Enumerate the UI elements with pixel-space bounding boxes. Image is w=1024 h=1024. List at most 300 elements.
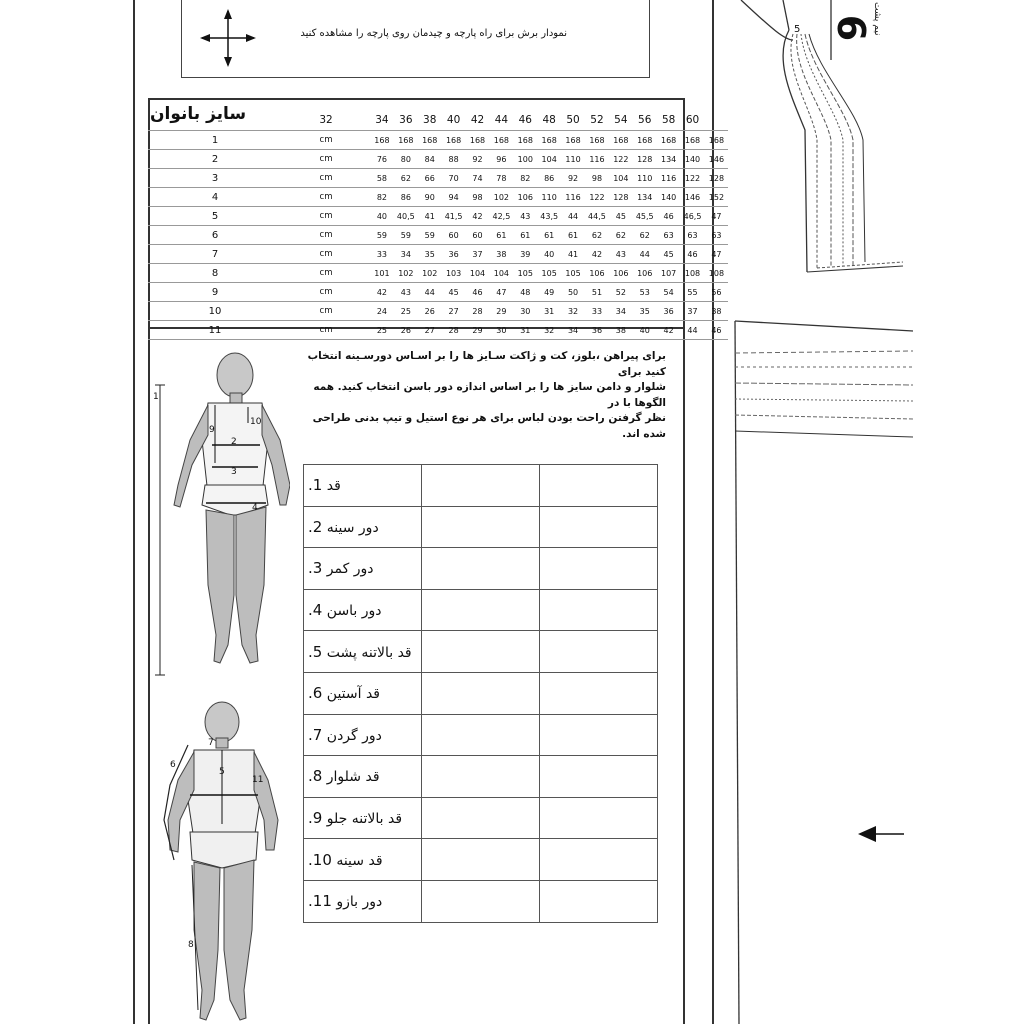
size-value-cell: 101: [370, 264, 394, 283]
four-way-arrow-icon: [198, 7, 258, 69]
unit-cell: cm: [282, 245, 370, 264]
figure-label-10: 10: [250, 417, 262, 427]
measurement-row: [304, 631, 658, 673]
size-value-cell: 26: [418, 302, 442, 321]
size-value-cell: 116: [561, 188, 585, 207]
size-value-cell: 140: [657, 188, 681, 207]
size-value-cell: 37: [466, 245, 490, 264]
size-value-cell: 42: [657, 321, 681, 340]
size-value-cell: 42: [370, 283, 394, 302]
size-value-cell: 44: [633, 245, 657, 264]
size-value-cell: 90: [418, 188, 442, 207]
pattern-corner-text: نیم پشت: [872, 2, 882, 36]
figure-label-3: 3: [231, 467, 237, 477]
size-value-cell: 116: [657, 169, 681, 188]
measurement-name: قد: [326, 478, 341, 495]
size-value-cell: 35: [418, 245, 442, 264]
size-value-cell: 122: [681, 169, 705, 188]
unit-cell: cm: [282, 188, 370, 207]
size-value-cell: 58: [370, 169, 394, 188]
measurement-label: [304, 797, 422, 839]
size-value-cell: 34: [394, 245, 418, 264]
measurement-entry-cell[interactable]: [422, 756, 540, 798]
measurement-index: 9.: [308, 809, 323, 828]
size-chart-title: سایز بانوان: [150, 104, 247, 124]
size-value-cell: 27: [442, 302, 466, 321]
size-value-cell: 39: [513, 245, 537, 264]
size-value-cell: 168: [609, 131, 633, 150]
header-spacer: [148, 110, 282, 131]
measurement-label: [304, 465, 422, 507]
size-value-cell: 43: [609, 245, 633, 264]
measurement-row: [304, 465, 658, 507]
measurement-entry-cell[interactable]: [422, 880, 540, 922]
measurement-entry-cell[interactable]: [540, 839, 658, 881]
size-row: [148, 188, 728, 207]
back-body-figure: [150, 700, 290, 1024]
size-value-cell: 86: [537, 169, 561, 188]
size-value-cell: 168: [657, 131, 681, 150]
figure-label-8: 8: [188, 940, 194, 950]
size-value-cell: 82: [513, 169, 537, 188]
size-value-cell: 76: [370, 150, 394, 169]
measurement-label: [304, 589, 422, 631]
size-value-cell: 168: [585, 131, 609, 150]
size-value-cell: 42: [585, 245, 609, 264]
size-value-cell: 40,5: [394, 207, 418, 226]
unit-cell: cm: [282, 283, 370, 302]
size-value-cell: 134: [657, 150, 681, 169]
measurement-entry-cell[interactable]: [422, 672, 540, 714]
measurement-index: 7.: [308, 725, 323, 744]
size-value-cell: 54: [657, 283, 681, 302]
size-row: [148, 207, 728, 226]
size-header: 50: [566, 114, 580, 126]
size-value-cell: 61: [561, 226, 585, 245]
size-value-cell: 103: [442, 264, 466, 283]
size-header: 42: [470, 114, 485, 126]
measurement-entry-cell[interactable]: [422, 506, 540, 548]
size-value-cell: 168: [704, 131, 728, 150]
figure-label-5: 5: [219, 767, 225, 777]
measurement-label: [304, 880, 422, 922]
measurement-label: [304, 631, 422, 673]
size-header: 36: [399, 114, 413, 126]
size-value-cell: 63: [657, 226, 681, 245]
size-value-cell: 45,5: [633, 207, 657, 226]
measurement-name: قد شلوار: [326, 769, 380, 786]
size-value-cell: 128: [704, 169, 728, 188]
measurement-index: 4.: [308, 601, 323, 620]
size-value-cell: 27: [418, 321, 442, 340]
unit-cell: cm: [282, 264, 370, 283]
size-row: [148, 321, 728, 340]
size-value-cell: 30: [513, 302, 537, 321]
size-value-cell: 168: [370, 131, 394, 150]
size-value-cell: 55: [681, 283, 705, 302]
size-value-cell: 63: [681, 226, 705, 245]
size-value-cell: 25: [370, 321, 394, 340]
size-value-cell: 146: [681, 188, 705, 207]
size-value-cell: 168: [561, 131, 585, 150]
size-value-cell: 47: [704, 245, 728, 264]
size-value-cell: 146: [704, 150, 728, 169]
size-value-cell: 25: [394, 302, 418, 321]
pattern-number: 6: [829, 14, 874, 42]
measurement-row: [304, 756, 658, 798]
measurement-label: [304, 672, 422, 714]
size-value-cell: 168: [489, 131, 513, 150]
size-value-cell: 168: [418, 131, 442, 150]
size-value-cell: 46: [657, 207, 681, 226]
size-value-cell: 100: [513, 150, 537, 169]
measurement-entry-cell[interactable]: [540, 465, 658, 507]
size-value-cell: 45: [657, 245, 681, 264]
size-value-cell: 108: [681, 264, 705, 283]
measurement-name: دور بازو: [336, 894, 383, 911]
size-row: [148, 169, 728, 188]
size-value-cell: 62: [633, 226, 657, 245]
size-value-cell: 35: [633, 302, 657, 321]
size-value-cell: 47: [704, 207, 728, 226]
size-value-cell: 70: [442, 169, 466, 188]
size-header: 54: [614, 114, 628, 126]
size-value-cell: 37: [681, 302, 705, 321]
size-value-cell: 98: [466, 188, 490, 207]
measurement-label: [304, 548, 422, 590]
measurement-entry-cell[interactable]: [540, 797, 658, 839]
size-value-cell: 45: [442, 283, 466, 302]
measurement-index: 10.: [308, 850, 332, 869]
size-row: [148, 245, 728, 264]
size-value-cell: 32: [561, 302, 585, 321]
figure-label-4: 4: [252, 503, 258, 513]
size-value-cell: 110: [561, 150, 585, 169]
unit-cell: cm: [282, 302, 370, 321]
size-value-cell: 32: [537, 321, 561, 340]
size-value-cell: 48: [513, 283, 537, 302]
size-value-cell: 134: [633, 188, 657, 207]
measurement-number: 2: [148, 150, 282, 169]
size-value-cell: 110: [537, 188, 561, 207]
size-value-cell: 38: [704, 302, 728, 321]
size-selection-instructions: [296, 349, 666, 442]
measurement-entry-cell[interactable]: [422, 839, 540, 881]
measurement-entry-cell[interactable]: [540, 756, 658, 798]
instruction-line: برای پیراهن ،بلوز، کت و ژاکت سـایز ها را بر اسـاس دورسـینه انتخاب کنید برای: [307, 350, 666, 378]
measurement-number: 5: [148, 207, 282, 226]
size-value-cell: 59: [394, 226, 418, 245]
cutting-diagram-note-box: [181, 0, 650, 78]
unit-cell: cm: [282, 150, 370, 169]
measurement-entry-cell[interactable]: [422, 631, 540, 673]
size-value-cell: 105: [513, 264, 537, 283]
size-value-cell: 61: [489, 226, 513, 245]
measurement-number: 4: [148, 188, 282, 207]
size-value-cell: 59: [418, 226, 442, 245]
figure-label-7: 7: [208, 738, 214, 748]
size-value-cell: 50: [561, 283, 585, 302]
size-value-cell: 31: [537, 302, 561, 321]
size-value-cell: 44: [561, 207, 585, 226]
size-header-row: [148, 110, 728, 131]
personal-measurement-table: [303, 464, 658, 923]
measurement-index: 5.: [308, 642, 323, 661]
size-row: [148, 283, 728, 302]
size-value-cell: 140: [681, 150, 705, 169]
measurement-entry-cell[interactable]: [540, 631, 658, 673]
measurement-number: 6: [148, 226, 282, 245]
size-value-cell: 36: [585, 321, 609, 340]
size-value-cell: 110: [633, 169, 657, 188]
size-value-cell: 46,5: [681, 207, 705, 226]
size-row: [148, 264, 728, 283]
size-value-cell: 80: [394, 150, 418, 169]
size-value-cell: 66: [418, 169, 442, 188]
size-value-cell: 105: [561, 264, 585, 283]
size-value-cell: 40: [537, 245, 561, 264]
size-value-cell: 128: [609, 188, 633, 207]
figure-label-11: 11: [252, 775, 264, 785]
instruction-line: نظر گرفتن راحت بودن لباس برای هر نوع استیل و تیپ بدنی طراحی شده اند.: [312, 412, 666, 440]
size-value-cell: 92: [561, 169, 585, 188]
size-value-cell: 40: [370, 207, 394, 226]
size-value-cell: 128: [633, 150, 657, 169]
size-header: 32: [319, 114, 333, 126]
size-header: 56: [638, 114, 652, 126]
measurement-entry-cell[interactable]: [540, 672, 658, 714]
size-value-cell: 102: [489, 188, 513, 207]
size-value-cell: 98: [585, 169, 609, 188]
cutting-diagram-caption: نمودار برش برای راه پارچه و چیدمان روی پارچه را مشاهده کنید: [300, 28, 567, 39]
size-value-cell: 63: [704, 226, 728, 245]
measurement-index: 8.: [308, 767, 323, 786]
size-value-cell: 30: [489, 321, 513, 340]
size-value-cell: 104: [537, 150, 561, 169]
measurement-entry-cell[interactable]: [540, 506, 658, 548]
measurement-number: 8: [148, 264, 282, 283]
size-value-cell: 40: [633, 321, 657, 340]
measurement-number: 7: [148, 245, 282, 264]
measurement-label: [304, 506, 422, 548]
size-value-cell: 60: [466, 226, 490, 245]
size-value-cell: 102: [394, 264, 418, 283]
size-value-cell: 168: [442, 131, 466, 150]
size-value-cell: 43,5: [537, 207, 561, 226]
size-value-cell: 29: [489, 302, 513, 321]
measurement-number: 9: [148, 283, 282, 302]
size-value-cell: 152: [704, 188, 728, 207]
size-value-cell: 96: [489, 150, 513, 169]
measurement-name: قد بالاتنه جلو: [326, 811, 403, 828]
measurement-index: 6.: [308, 684, 323, 703]
size-value-cell: 43: [513, 207, 537, 226]
measurement-name: دور گردن: [326, 727, 382, 744]
measurement-entry-cell[interactable]: [422, 714, 540, 756]
size-value-cell: 36: [657, 302, 681, 321]
size-value-cell: 106: [633, 264, 657, 283]
measurement-entry-cell[interactable]: [422, 589, 540, 631]
figure-label-2: 2: [231, 437, 237, 447]
measurement-number: 10: [148, 302, 282, 321]
measurement-label: [304, 839, 422, 881]
pattern-piece-back-bodice: [713, 0, 913, 300]
size-value-cell: 56: [704, 283, 728, 302]
page-border-line: [148, 98, 684, 100]
size-row: [148, 131, 728, 150]
size-value-cell: 62: [394, 169, 418, 188]
measurement-entry-cell[interactable]: [422, 797, 540, 839]
measurement-row: [304, 797, 658, 839]
size-value-cell: 41: [561, 245, 585, 264]
size-value-cell: 53: [633, 283, 657, 302]
figure-label-9: 9: [209, 425, 215, 435]
size-header: 48: [542, 114, 556, 126]
size-value-cell: 47: [489, 283, 513, 302]
size-value-cell: 31: [513, 321, 537, 340]
size-value-cell: 60: [442, 226, 466, 245]
size-value-cell: 108: [704, 264, 728, 283]
measurement-row: [304, 548, 658, 590]
measurement-row: [304, 589, 658, 631]
size-value-cell: 82: [370, 188, 394, 207]
size-value-cell: 61: [513, 226, 537, 245]
measurement-row: [304, 839, 658, 881]
size-header: 60: [685, 114, 700, 126]
measurement-row: [304, 672, 658, 714]
size-value-cell: 168: [466, 131, 490, 150]
size-value-cell: 33: [370, 245, 394, 264]
measurement-number: 3: [148, 169, 282, 188]
measurement-index: 11.: [308, 892, 332, 911]
size-value-cell: 34: [561, 321, 585, 340]
measurement-name: قد بالاتنه پشت: [326, 644, 412, 661]
front-body-figure: [150, 345, 290, 685]
size-header: 40: [446, 114, 461, 126]
size-row: [148, 226, 728, 245]
size-header: 58: [661, 114, 676, 126]
measurement-entry-cell[interactable]: [422, 548, 540, 590]
size-value-cell: 44: [418, 283, 442, 302]
size-value-cell: 29: [466, 321, 490, 340]
size-value-cell: 107: [657, 264, 681, 283]
size-value-cell: 104: [466, 264, 490, 283]
measurement-entry-cell[interactable]: [422, 465, 540, 507]
size-value-cell: 36: [442, 245, 466, 264]
size-value-cell: 92: [466, 150, 490, 169]
measurement-entry-cell[interactable]: [540, 589, 658, 631]
size-header: 38: [423, 114, 437, 126]
size-value-cell: 43: [394, 283, 418, 302]
unit-cell: cm: [282, 131, 370, 150]
size-header: 52: [590, 114, 604, 126]
measurement-row: [304, 880, 658, 922]
measurement-entry-cell[interactable]: [540, 880, 658, 922]
size-value-cell: 33: [585, 302, 609, 321]
size-value-cell: 122: [585, 188, 609, 207]
size-value-cell: 86: [394, 188, 418, 207]
size-value-cell: 104: [609, 169, 633, 188]
size-chart-table: [148, 110, 728, 340]
size-value-cell: 42: [466, 207, 490, 226]
size-value-cell: 168: [394, 131, 418, 150]
size-value-cell: 26: [394, 321, 418, 340]
size-value-cell: 106: [609, 264, 633, 283]
size-value-cell: 45: [609, 207, 633, 226]
size-value-cell: 84: [418, 150, 442, 169]
size-value-cell: 168: [537, 131, 561, 150]
measurement-entry-cell[interactable]: [540, 548, 658, 590]
size-header: 46: [518, 114, 532, 126]
size-value-cell: 105: [537, 264, 561, 283]
unit-cell: cm: [282, 169, 370, 188]
measurement-number: 1: [148, 131, 282, 150]
size-value-cell: 24: [370, 302, 394, 321]
measurement-label: [304, 756, 422, 798]
measurement-index: 1.: [308, 476, 323, 495]
size-value-cell: 41: [418, 207, 442, 226]
instruction-line: شلوار و دامن سایز ها را بر اساس اندازه دور باسن انتخاب کنید. همه الگوها با در: [313, 381, 666, 409]
pattern-piece-front: [713, 315, 913, 1024]
measurement-row: [304, 714, 658, 756]
left-border-line: [133, 0, 135, 1024]
size-value-cell: 38: [489, 245, 513, 264]
measurement-entry-cell[interactable]: [540, 714, 658, 756]
size-value-cell: 102: [418, 264, 442, 283]
size-header: 44: [494, 114, 509, 126]
measurement-name: دور سینه: [326, 519, 379, 536]
figure-label-6: 6: [170, 760, 176, 770]
size-row: [148, 302, 728, 321]
pattern-small-mark: 5: [794, 24, 801, 35]
size-value-cell: 106: [585, 264, 609, 283]
unit-cell: cm: [282, 207, 370, 226]
size-value-cell: 106: [513, 188, 537, 207]
size-value-cell: 61: [537, 226, 561, 245]
size-value-cell: 28: [442, 321, 466, 340]
size-value-cell: 104: [489, 264, 513, 283]
size-value-cell: 94: [442, 188, 466, 207]
measurement-name: دور کمر: [326, 561, 374, 578]
unit-cell: cm: [282, 226, 370, 245]
measurement-name: قد سینه: [336, 852, 383, 869]
size-value-cell: 42,5: [489, 207, 513, 226]
size-value-cell: 44,5: [585, 207, 609, 226]
size-value-cell: 46: [681, 245, 705, 264]
size-value-cell: 51: [585, 283, 609, 302]
size-value-cell: 168: [633, 131, 657, 150]
size-value-cell: 46: [704, 321, 728, 340]
size-value-cell: 38: [609, 321, 633, 340]
measurement-name: دور باسن: [326, 603, 382, 620]
measurement-number: 11: [148, 321, 282, 340]
size-value-cell: 34: [609, 302, 633, 321]
measurement-name: قد آستین: [326, 686, 380, 703]
size-value-cell: 49: [537, 283, 561, 302]
size-value-cell: 59: [370, 226, 394, 245]
measurement-index: 3.: [308, 559, 323, 578]
size-value-cell: 46: [466, 283, 490, 302]
size-value-cell: 168: [681, 131, 705, 150]
measurement-label: [304, 714, 422, 756]
unit-cell: cm: [282, 321, 370, 340]
size-row: [148, 150, 728, 169]
size-value-cell: 62: [609, 226, 633, 245]
size-value-cell: 62: [585, 226, 609, 245]
size-value-cell: 28: [466, 302, 490, 321]
size-header: 34: [375, 114, 389, 126]
size-value-cell: 122: [609, 150, 633, 169]
